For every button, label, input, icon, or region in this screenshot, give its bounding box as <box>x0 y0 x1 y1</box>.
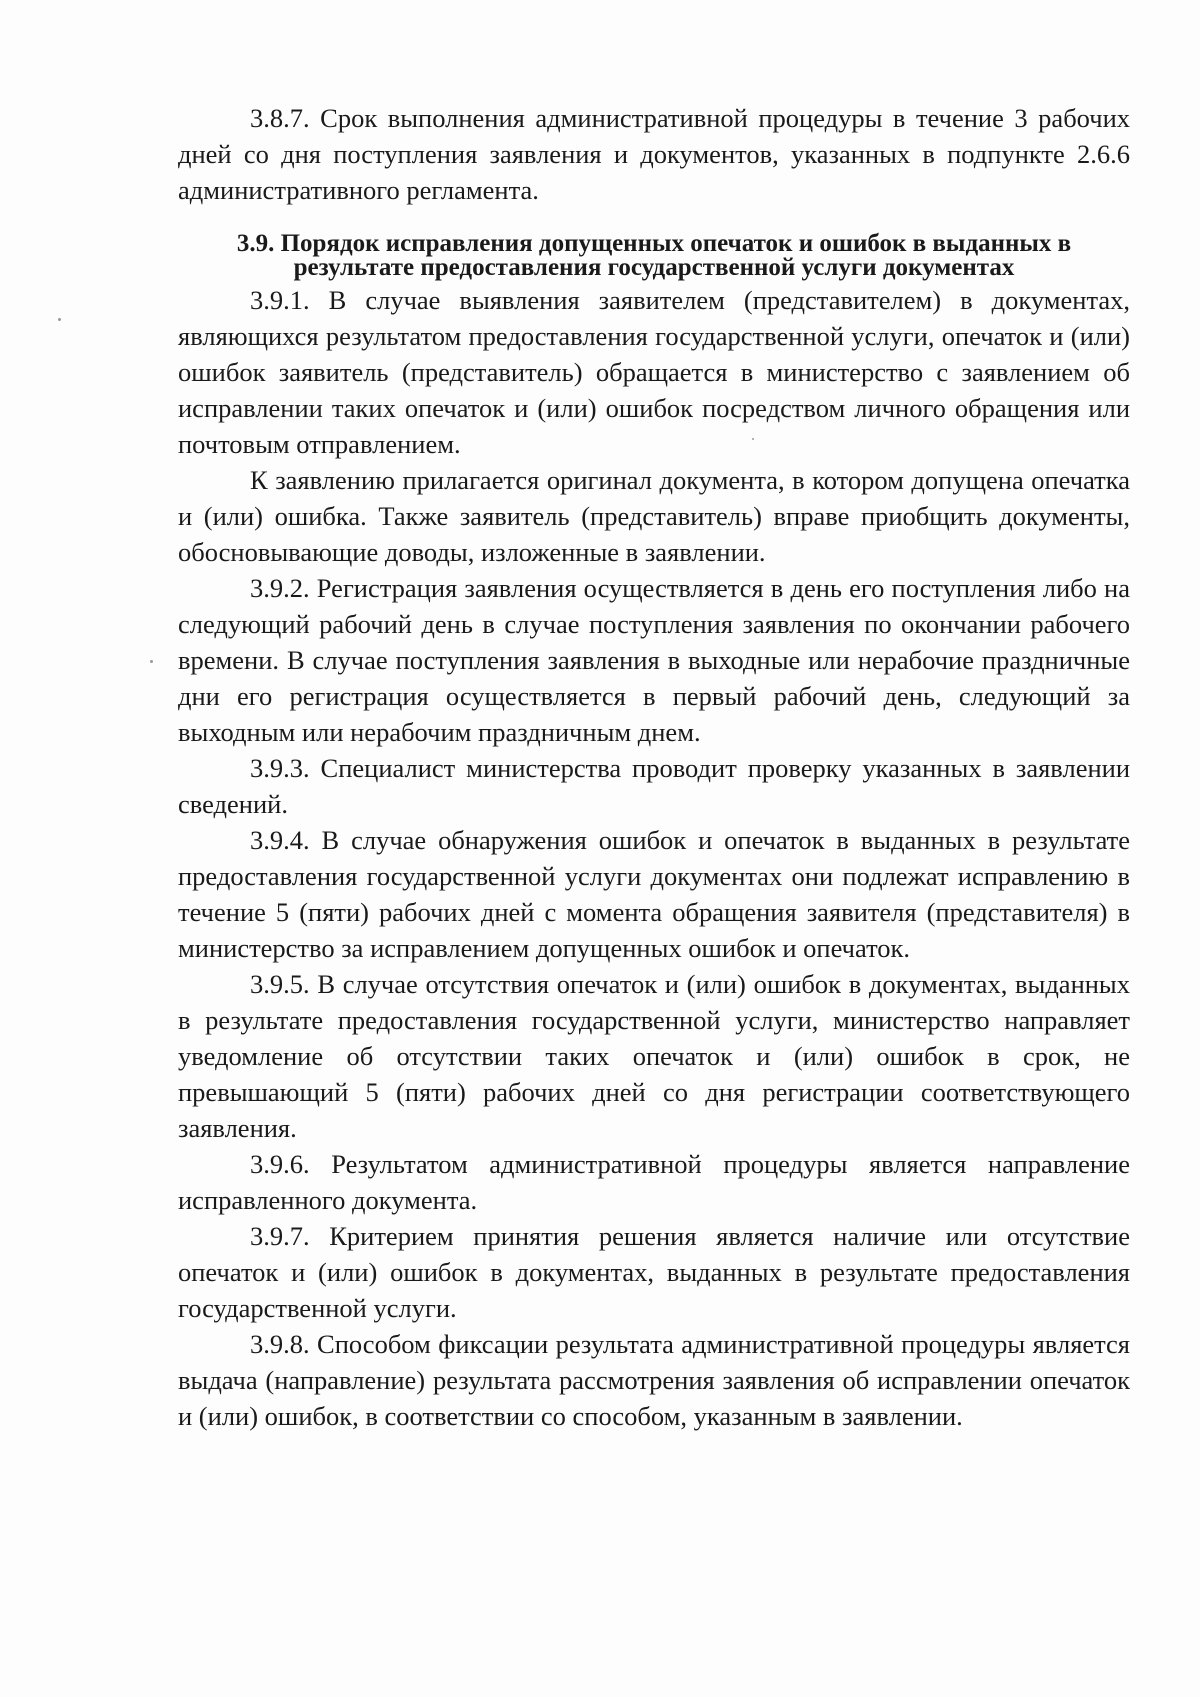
paragraph-3-9-5: 3.9.5. В случае отсутствия опечаток и (или) ошибок в документах, выданных в результате предоставления государственной услуги, министерство направляет уведомление об отсутствии таких опечаток и (или) ошибок в срок, не превышающий 5 (пяти) рабочих дней со дня регистрации соответствующего заявления. <box>178 969 1130 1143</box>
scan-speck <box>58 318 61 321</box>
paragraph-3-9-3: 3.9.3. Специалист министерства проводит проверку указанных в заявлении сведений. <box>178 753 1130 819</box>
paragraph-3-9-2: 3.9.2. Регистрация заявления осуществляется в день его поступления либо на следующий рабочий день в случае поступления заявления по окончании рабочего времени. В случае поступления заявления в выходные или нерабочие праздничные дни его регистрация осуществляется в первый рабочий день, следующий за выходным или нерабочим праздничным днем. <box>178 573 1130 747</box>
scan-speck <box>150 660 153 663</box>
paragraph-3-8-7: 3.8.7. Срок выполнения административной процедуры в течение 3 рабочих дней со дня поступления заявления и документов, указанных в подпункте 2.6.6 административного регламента. <box>178 103 1130 205</box>
paragraph-3-9-8: 3.9.8. Способом фиксации результата административной процедуры является выдача (направление) результата рассмотрения заявления об исправлении опечаток и (или) ошибок, в соответствии со способом, указанным в заявлении. <box>178 1329 1130 1431</box>
paragraph-3-9-6: 3.9.6. Результатом административной процедуры является направление исправленного документа. <box>178 1149 1130 1215</box>
section-heading-3-9: 3.9. Порядок исправления допущенных опечаток и ошибок в выданных в результате предоставления государственной услуги документах <box>236 230 1072 281</box>
document-body <box>178 100 1130 1434</box>
paragraph-3-9-7: 3.9.7. Критерием принятия решения является наличие или отсутствие опечаток и (или) ошибок в документах, выданных в результате предоставления государственной услуги. <box>178 1221 1130 1323</box>
paragraph-3-9-4: 3.9.4. В случае обнаружения ошибок и опечаток в выданных в результате предоставления государственной услуги документах они подлежат исправлению в течение 5 (пяти) рабочих дней с момента обращения заявителя (представителя) в министерство за исправлением допущенных ошибок и опечаток. <box>178 825 1130 963</box>
paragraph-attachment: К заявлению прилагается оригинал документа, в котором допущена опечатка и (или) ошибка. Также заявитель (представитель) вправе приобщить документы, обосновывающие доводы, изложенные в заявлении. <box>178 465 1130 567</box>
paragraph-3-9-1: 3.9.1. В случае выявления заявителем (представителем) в документах, являющихся результатом предоставления государственной услуги, опечаток и (или) ошибок заявитель (представитель) обращается в министерство с заявлением об исправлении таких опечаток и (или) ошибок посредством личного обращения или почтовым отправлением. <box>178 285 1130 459</box>
